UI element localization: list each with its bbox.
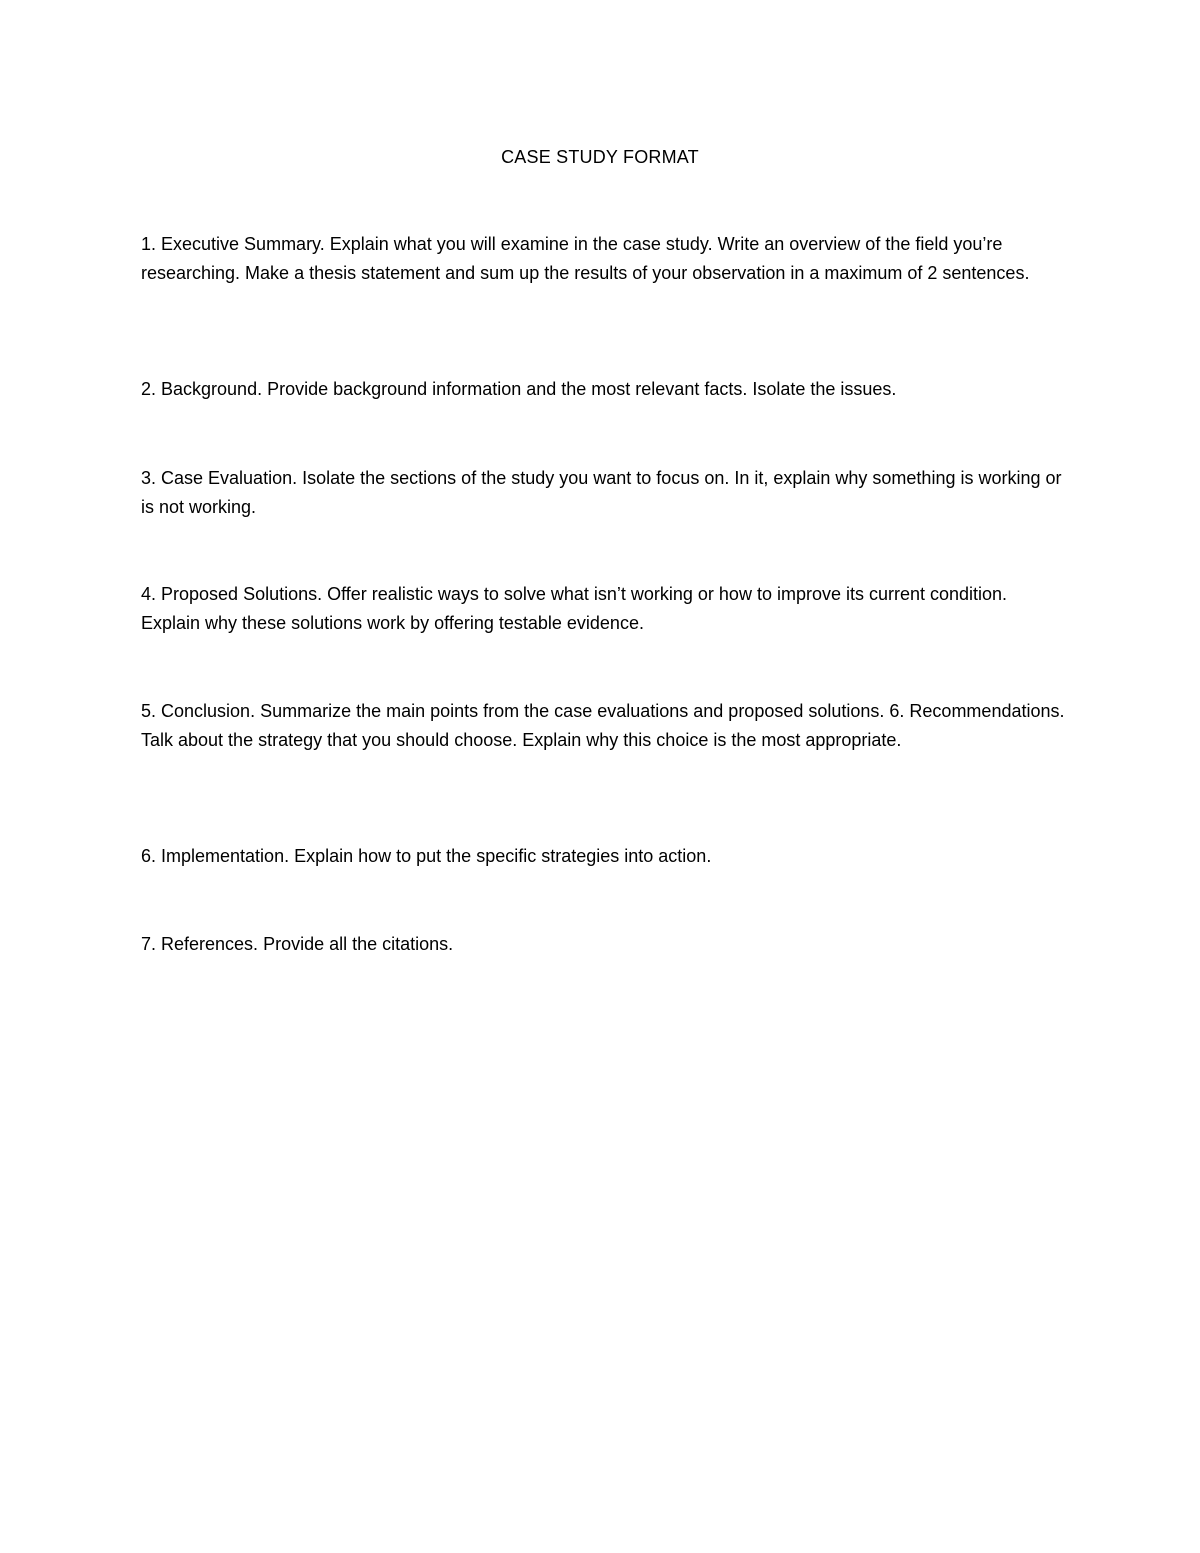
section-executive-summary: 1. Executive Summary. Explain what you will examine in the case study. Write an overview of the field you’re researching. Make a thesis statement and sum up the results of your observation in a maximum of 2 sentences. xyxy=(141,234,1030,283)
section-implementation: 6. Implementation. Explain how to put the specific strategies into action. xyxy=(141,846,712,866)
section-conclusion: 5. Conclusion. Summarize the main points from the case evaluations and proposed solutions. 6. Recommendations. Talk about the strategy that you should choose. Explain why this choice is the most appropriate. xyxy=(141,701,1065,750)
section-references: 7. References. Provide all the citations. xyxy=(141,934,454,954)
section-proposed-solutions: 4. Proposed Solutions. Offer realistic ways to solve what isn’t working or how to improve its current condition. Explain why these solutions work by offering testable evidence. xyxy=(141,584,1008,633)
section-case-evaluation: 3. Case Evaluation. Isolate the sections of the study you want to focus on. In it, explain why something is working or is not working. xyxy=(141,468,1062,517)
document-title: CASE STUDY FORMAT xyxy=(501,147,699,167)
section-background: 2. Background. Provide background information and the most relevant facts. Isolate the issues. xyxy=(141,379,897,399)
